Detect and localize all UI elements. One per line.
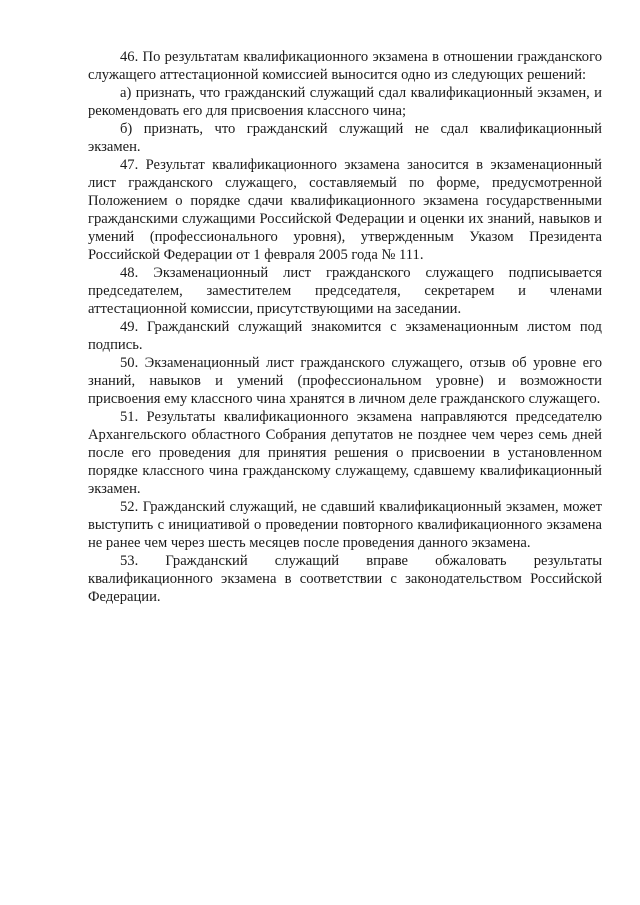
paragraph-46-a: а) признать, что гражданский служащий сдал квалификационный экзамен, и рекомендовать его для присвоения классного чина; <box>88 85 602 119</box>
paragraph-46-b: б) признать, что гражданский служащий не сдал квалификационный экзамен. <box>88 121 602 155</box>
document-body <box>88 48 602 606</box>
paragraph-51: 51. Результаты квалификационного экзамена направляются председателю Архангельского областного Собрания депутатов не позднее чем через семь дней после его проведения для принятия решения о присвоении в установленном порядке классного чина гражданскому служащему, сдавшему квалификационный экзамен. <box>88 409 602 497</box>
paragraph-47: 47. Результат квалификационного экзамена заносится в экзаменационный лист гражданского служащего, составляемый по форме, предусмотренной Положением о порядке сдачи квалификационного экзамена государственными гражданскими служащими Российской Федерации и оценки их знаний, навыков и умений (профессионального уровня), утвержденным Указом Президента Российской Федерации от 1 февраля 2005 года № 111. <box>88 157 602 263</box>
paragraph-52: 52. Гражданский служащий, не сдавший квалификационный экзамен, может выступить с инициативой о проведении повторного квалификационного экзамена не ранее чем через шесть месяцев после проведения данного экзамена. <box>88 499 602 551</box>
paragraph-46: 46. По результатам квалификационного экзамена в отношении гражданского служащего аттестационной комиссией выносится одно из следующих решений: <box>88 49 602 83</box>
paragraph-53: 53. Гражданский служащий вправе обжаловать результаты квалификационного экзамена в соответствии с законодательством Российской Федерации. <box>88 553 602 605</box>
paragraph-48: 48. Экзаменационный лист гражданского служащего подписывается председателем, заместителем председателя, секретарем и членами аттестационной комиссии, присутствующими на заседании. <box>88 265 602 317</box>
paragraph-50: 50. Экзаменационный лист гражданского служащего, отзыв об уровне его знаний, навыков и умений (профессиональном уровне) и возможности присвоения ему классного чина хранятся в личном деле гражданского служащего. <box>88 355 602 407</box>
paragraph-49: 49. Гражданский служащий знакомится с экзаменационным листом под подпись. <box>88 319 602 353</box>
